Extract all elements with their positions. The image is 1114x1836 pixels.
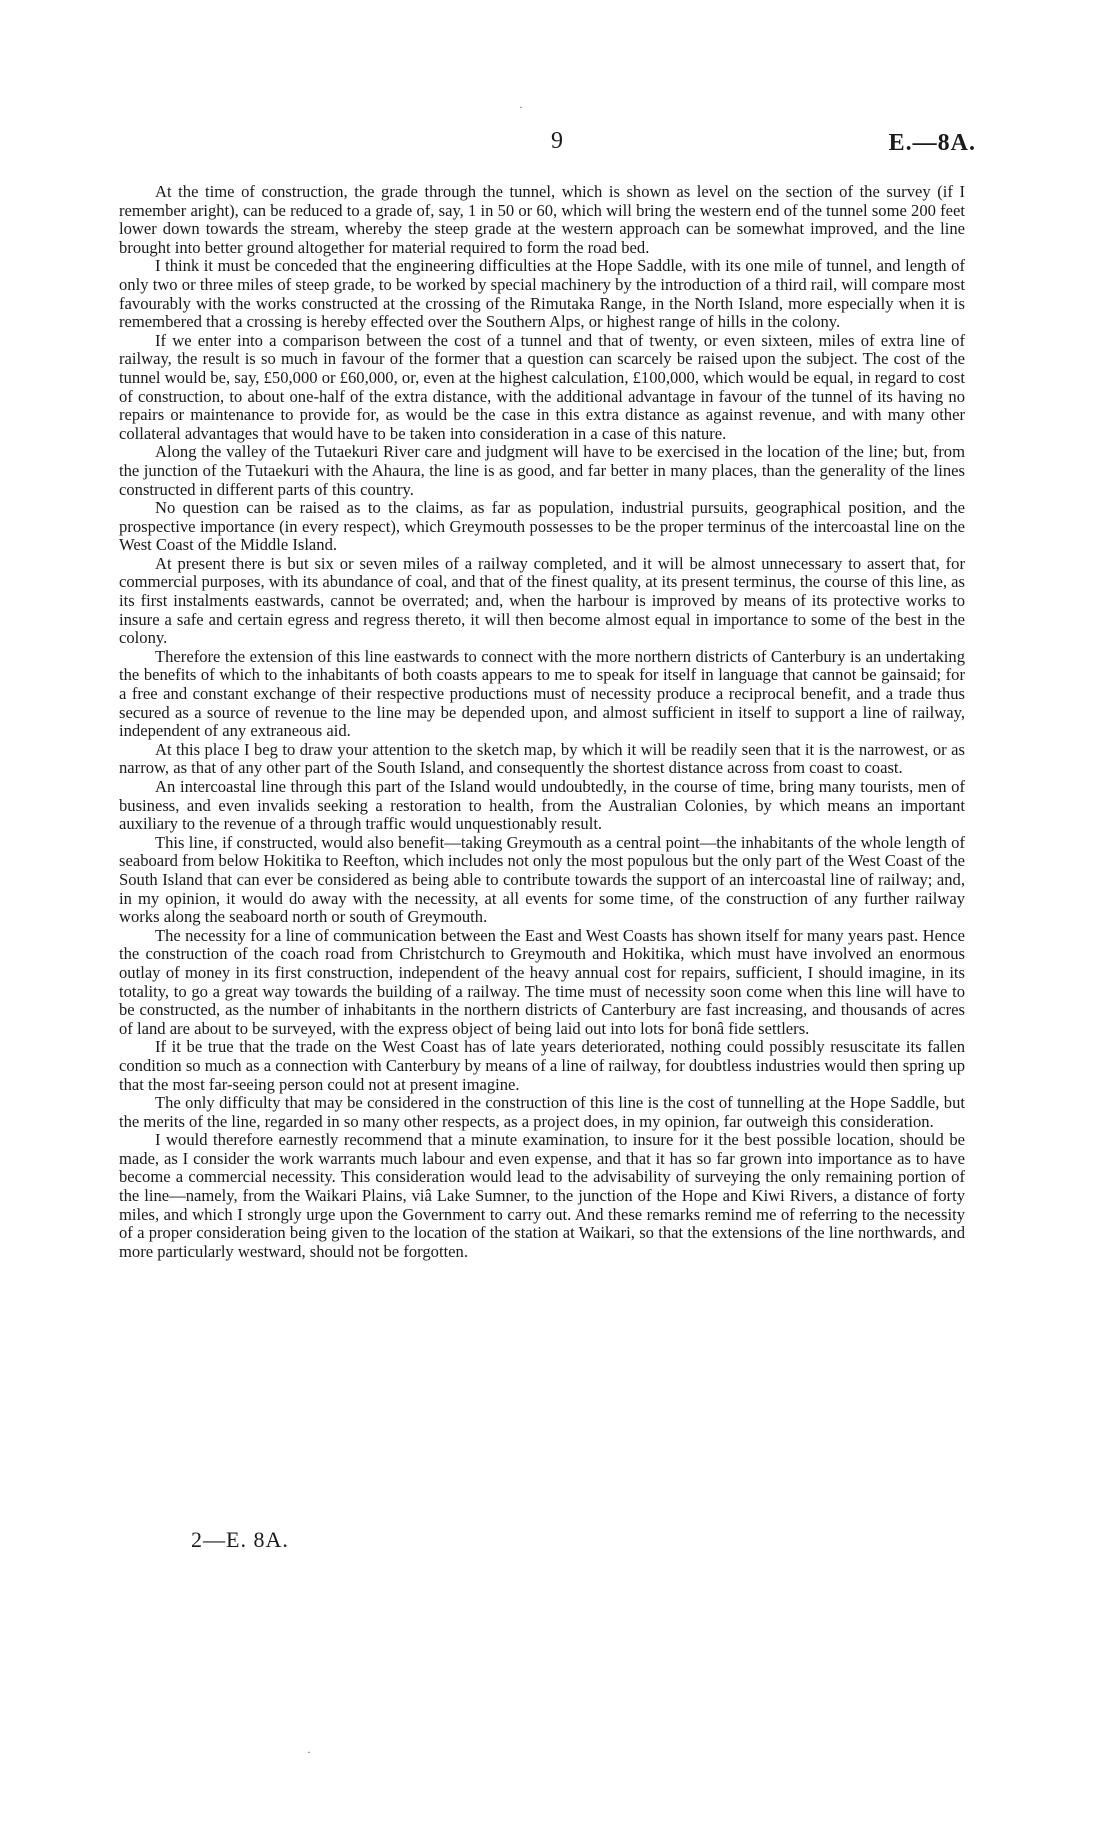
body-text	[119, 183, 965, 1261]
paragraph: The necessity for a line of communication between the East and West Coasts has shown itself for many years past. Hence the construction of the coach road from Christchurch to Greymouth and Hokitika, which must have involved an enormous outlay of money in its first construction, independent of the heavy annual cost for repairs, sufficient, I should imagine, in its totality, to go a great way towards the building of a railway. The time must of necessity soon come when this line will have to be constructed, as the number of inhabitants in the northern districts of Canterbury are fast increasing, and thousands of acres of land are about to be surveyed, with the express object of being laid out into lots for bonâ fide settlers.	[119, 925, 965, 1038]
paragraph: The only difficulty that may be considered in the construction of this line is the cost of tunnelling at the Hope Saddle, but the merits of the line, regarded in so many other respects, as a project does, in my opinion, far outweigh this consideration.	[119, 1093, 965, 1131]
paragraph: Therefore the extension of this line eastwards to connect with the more northern districts of Canterbury is an undertaking the benefits of which to the inhabitants of both coasts appears to me to speak for itself in language that cannot be gainsaid; for a free and constant exchange of their respective productions must of necessity produce a reciprocal benefit, and a trade thus secured as a source of revenue to the line may be depended upon, and almost sufficient in itself to support a line of railway, independent of any extraneous aid.	[119, 646, 965, 741]
scan-speck: ·	[519, 100, 523, 114]
paragraph: This line, if constructed, would also benefit—taking Greymouth as a central point—the inhabitants of the whole length of seaboard from below Hokitika to Reefton, which includes not only the most populous but the only part of the West Coast of the South Island that can ever be considered as being able to contribute towards the support of an intercoastal line of railway; and, in my opinion, it would do away with the necessity, at all events for some time, of the construction of any further railway works along the seaboard north or south of Greymouth.	[119, 832, 965, 927]
paragraph: Along the valley of the Tutaekuri River care and judgment will have to be exercised in the location of the line; but, from the junction of the Tutaekuri with the Ahaura, the line is as good, and far better in many places, than the generality of the lines constructed in different parts of this country.	[119, 442, 965, 499]
paragraph: At this place I beg to draw your attention to the sketch map, by which it will be readily seen that it is the narrowest, or as narrow, as that of any other part of the South Island, and consequently the shortest distance across from coast to coast.	[119, 739, 965, 778]
paragraph: If we enter into a comparison between the cost of a tunnel and that of twenty, or even sixteen, miles of extra line of railway, the result is so much in favour of the former that a question can scarcely be raised upon the subject. The cost of the tunnel would be, say, £50,000 or £60,000, or, even at the highest calculation, £100,000, which would be equal, in regard to cost of construction, to about one-half of the extra distance, with the additional advantage in favour of the tunnel of its having no repairs or maintenance to provide for, as would be the case in this extra distance as against revenue, and with many other collateral advantages that would have to be taken into consideration in a case of this nature.	[119, 330, 965, 443]
scan-speck: ·	[307, 1745, 311, 1759]
paragraph: At present there is but six or seven miles of a railway completed, and it will be almost unnecessary to assert that, for commercial purposes, with its abundance of coal, and that of the finest quality, at its present terminus, the course of this line, as its first instalments eastwards, cannot be overrated; and, when the harbour is improved by means of its protective works to insure a safe and certain egress and regress thereto, it will then become almost equal in importance to some of the best in the colony.	[119, 553, 965, 648]
paragraph: I would therefore earnestly recommend that a minute examination, to insure for it the best possible location, should be made, as I consider the work warrants much labour and even expense, and that it has so far grown into importance as to have become a commercial necessity. This consideration would lead to the advisability of surveying the only remaining portion of the line—namely, from the Waikari Plains, viâ Lake Sumner, to the junction of the Hope and Kiwi Rivers, a distance of forty miles, and which I strongly urge upon the Government to carry out. And these remarks remind me of referring to the necessity of a proper consideration being given to the location of the station at Waikari, so that the extensions of the line northwards, and more particularly westward, should not be forgotten.	[119, 1130, 965, 1261]
paragraph: No question can be raised as to the claims, as far as population, industrial pursuits, geographical position, and the prospective importance (in every respect), which Greymouth possesses to be the proper terminus of the intercoastal line on the West Coast of the Middle Island.	[119, 498, 965, 555]
paragraph: I think it must be conceded that the engineering difficulties at the Hope Saddle, with its one mile of tunnel, and length of only two or three miles of steep grade, to be worked by special machinery by the introduction of a third rail, will compare most favourably with the works constructed at the crossing of the Rimutaka Range, in the North Island, more especially when it is remembered that a crossing is hereby effected over the Southern Alps, or highest range of hills in the colony.	[119, 256, 965, 332]
sheet-signature: 2—E. 8A.	[191, 1527, 289, 1552]
paragraph: An intercoastal line through this part of the Island would undoubtedly, in the course of time, bring many tourists, men of business, and even invalids seeking a restoration to health, from the Australian Colonies, by which means an important auxiliary to the revenue of a through traffic would unquestionably result.	[119, 777, 965, 834]
paragraph: At the time of construction, the grade through the tunnel, which is shown as level on the section of the survey (if I remember aright), can be reduced to a grade of, say, 1 in 50 or 60, which will bring the western end of the tunnel some 200 feet lower down towards the stream, whereby the steep grade at the western approach can be somewhat improved, and the line brought into better ground altogether for material required to form the road bed.	[119, 182, 965, 257]
paragraph: If it be true that the trade on the West Coast has of late years deteriorated, nothing could possibly resuscitate its fallen condition so much as a connection with Canterbury by means of a line of railway, for doubtless industries would then spring up that the most far-seeing person could not at present imagine.	[119, 1037, 965, 1094]
document-reference: E.—8A.	[888, 130, 976, 156]
page-number: 9	[551, 128, 563, 154]
